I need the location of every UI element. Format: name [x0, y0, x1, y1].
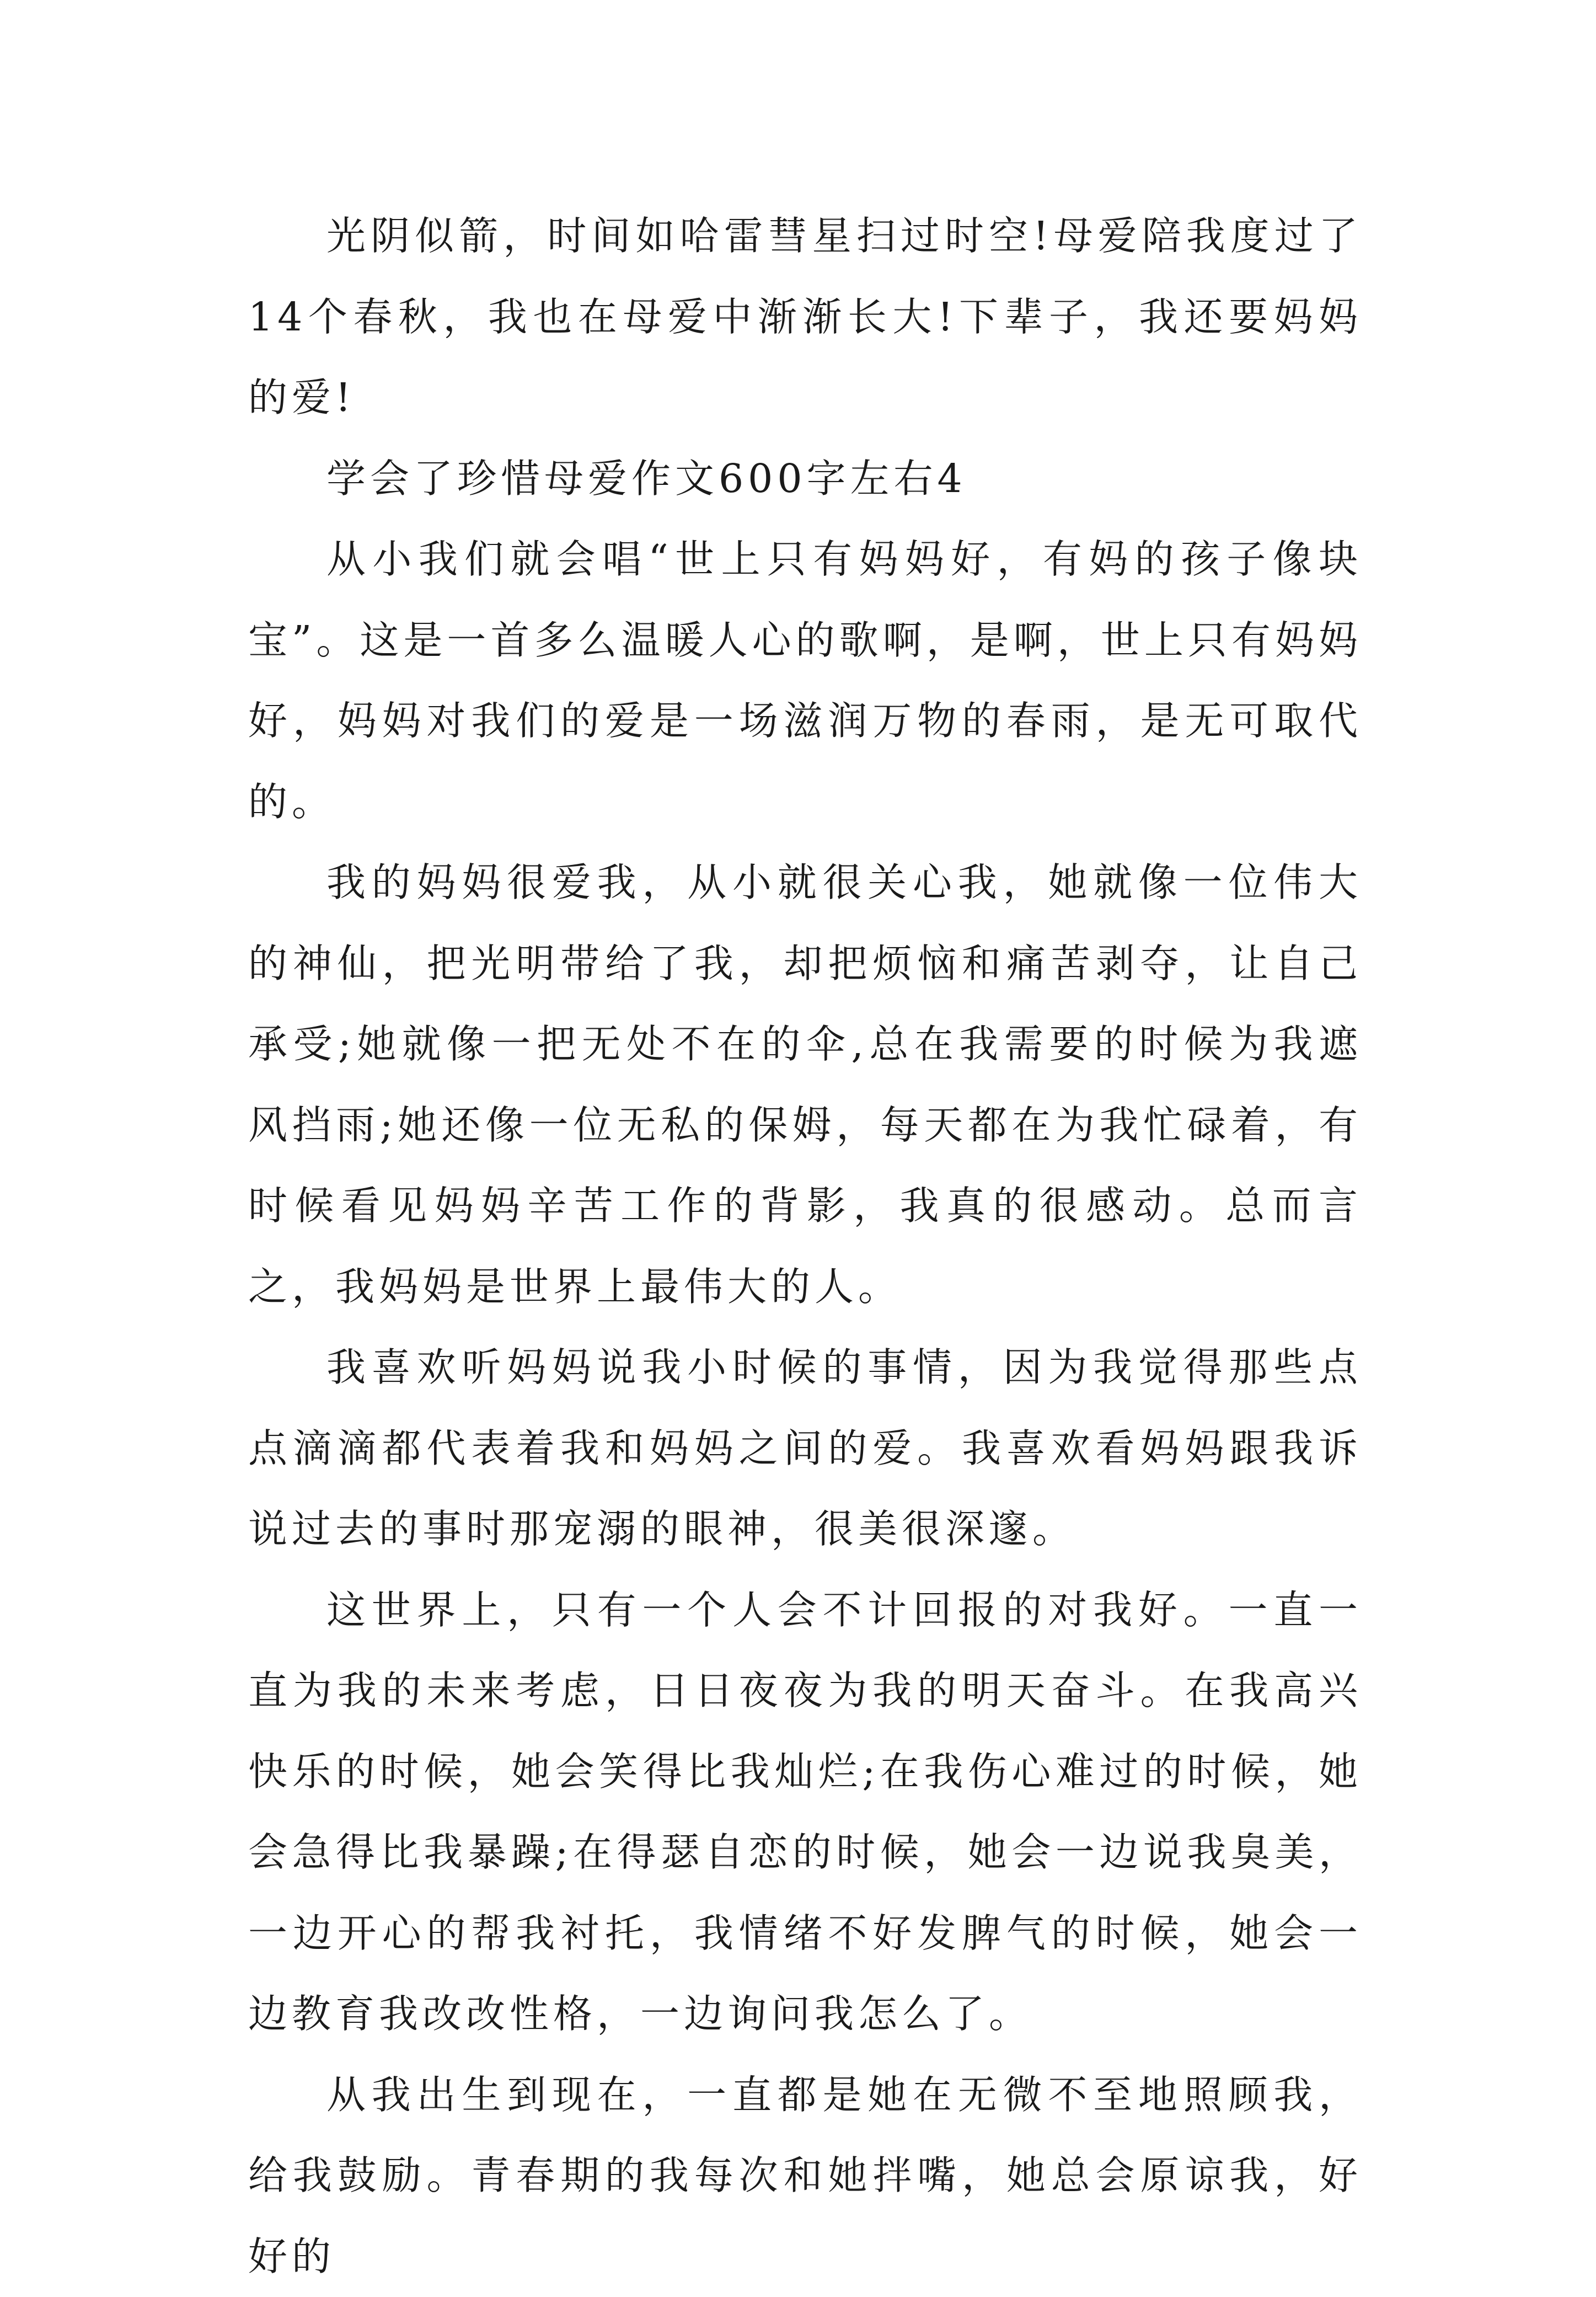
paragraph-growing-up: 从我出生到现在，一直都是她在无微不至地照顾我，给我鼓励。青春期的我每次和她拌嘴，她总会原谅我，好好的	[248, 2055, 1362, 2297]
paragraph-childhood-stories: 我喜欢听妈妈说我小时候的事情，因为我觉得那些点点滴滴都代表着我和妈妈之间的爱。我喜欢看妈妈跟我诉说过去的事时那宠溺的眼神，很美很深邃。	[248, 1327, 1362, 1570]
paragraph-mother-love: 我的妈妈很爱我，从小就很关心我，她就像一位伟大的神仙，把光明带给了我，却把烦恼和痛苦剥夺，让自己承受;她就像一把无处不在的伞,总在我需要的时候为我遮风挡雨;她还像一位无私的保姆，每天都在为我忙碌着，有时候看见妈妈辛苦工作的背影，我真的很感动。总而言之，我妈妈是世界上最伟大的人。	[248, 842, 1362, 1327]
section-heading: 学会了珍惜母爱作文600字左右4	[248, 439, 1362, 520]
paragraph-intro: 从小我们就会唱“世上只有妈妈好，有妈的孩子像块宝”。这是一首多么温暖人心的歌啊，是啊，世上只有妈妈好，妈妈对我们的爱是一场滋润万物的春雨，是无可取代的。	[248, 519, 1362, 842]
paragraph-unconditional: 这世界上，只有一个人会不计回报的对我好。一直一直为我的未来考虑，日日夜夜为我的明天奋斗。在我高兴快乐的时候，她会笑得比我灿烂;在我伤心难过的时候，她会急得比我暴躁;在得瑟自恋的时候，她会一边说我臭美，一边开心的帮我衬托，我情绪不好发脾气的时候，她会一边教育我改改性格，一边询问我怎么了。	[248, 1570, 1362, 2055]
paragraph-closing: 光阴似箭，时间如哈雷彗星扫过时空!母爱陪我度过了14个春秋，我也在母爱中渐渐长大!下辈子，我还要妈妈的爱!	[248, 196, 1362, 439]
document-body	[248, 196, 1362, 2297]
